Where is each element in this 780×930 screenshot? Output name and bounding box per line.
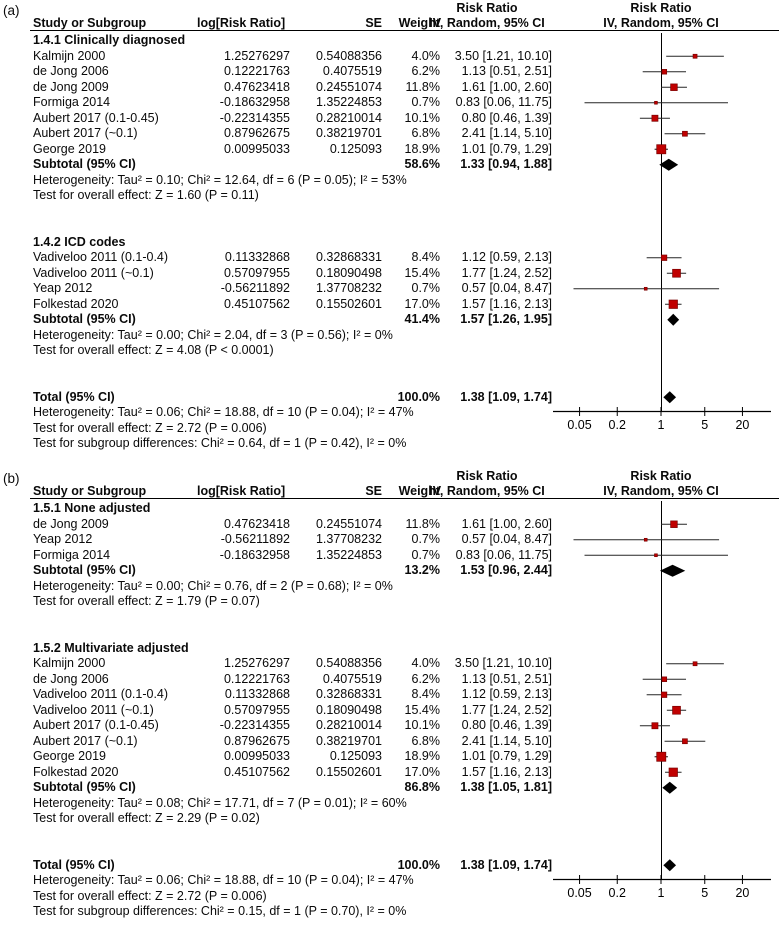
effect-square	[673, 269, 681, 277]
log-risk-ratio-value: 0.00995033	[223, 749, 290, 763]
effect-square	[652, 723, 658, 729]
effect-square	[657, 752, 666, 761]
risk-ratio-ci-text: 1.33 [0.94, 1.88]	[460, 157, 552, 171]
risk-ratio-ci-text: 1.57 [1.16, 2.13]	[461, 296, 552, 311]
risk-ratio-ci-text: 1.13 [0.51, 2.51]	[461, 64, 552, 78]
weight-value: 10.1%	[404, 718, 440, 732]
note: Heterogeneity: Tau² = 0.06; Chi² = 18.88, df = 10 (P = 0.04); I² = 47%	[33, 873, 414, 887]
panel-label: (a)	[3, 3, 20, 18]
weight-value: 58.6%	[404, 157, 440, 171]
standard-error-value: 0.28210014	[315, 718, 382, 732]
log-risk-ratio-value: -0.56211892	[220, 281, 290, 295]
weight-value: 100.0%	[397, 389, 440, 404]
standard-error-value: 0.15502601	[315, 764, 382, 779]
axis-tick-label: 5	[701, 886, 709, 900]
weight-value: 17.0%	[404, 764, 440, 779]
standard-error-value: 0.28210014	[315, 110, 382, 125]
axis-tick-label: 0.2	[608, 418, 626, 432]
effect-square	[655, 554, 658, 557]
log-risk-ratio-value: -0.56211892	[220, 532, 290, 546]
log-risk-ratio-value: 0.11332868	[224, 687, 290, 701]
note: Heterogeneity: Tau² = 0.00; Chi² = 2.04, df = 3 (P = 0.56); I² = 0%	[33, 327, 393, 342]
study-name: Yeap 2012	[33, 532, 93, 546]
axis-tick-label: 5	[701, 418, 709, 432]
axis-tick-label: 1	[657, 418, 665, 432]
risk-ratio-ci-text: 0.83 [0.06, 11.75]	[455, 547, 552, 562]
standard-error-value: 0.125093	[329, 749, 382, 763]
column-header-se: SE	[365, 484, 382, 498]
study-name: Aubert 2017 (~0.1)	[33, 126, 138, 140]
weight-value: 0.7%	[411, 281, 440, 295]
subtotal-label: Subtotal (95% CI)	[33, 312, 136, 326]
risk-ratio-ci-text: 0.83 [0.06, 11.75]	[455, 95, 552, 109]
total-label: Total (95% CI)	[33, 857, 115, 872]
effect-square	[662, 69, 667, 74]
weight-value: 15.4%	[404, 702, 440, 717]
risk-ratio-ci-text: 1.38 [1.09, 1.74]	[460, 389, 552, 404]
weight-value: 6.8%	[411, 733, 440, 748]
plot-risk-ratio-title: Risk Ratio	[630, 469, 692, 483]
section-label: 1.5.2 Multivariate adjusted	[33, 640, 189, 655]
effect-square	[661, 255, 666, 260]
subtotal-label: Subtotal (95% CI)	[33, 563, 136, 577]
weight-value: 0.7%	[411, 532, 440, 546]
note: Test for overall effect: Z = 2.72 (P = 0.006)	[33, 888, 267, 903]
study-name: de Jong 2009	[33, 79, 109, 94]
log-risk-ratio-value: 1.25276297	[223, 656, 290, 670]
log-risk-ratio-value: -0.18632958	[219, 95, 290, 109]
axis-tick-label: 0.05	[567, 886, 592, 900]
log-risk-ratio-value: 0.45107562	[223, 296, 290, 311]
risk-ratio-ci-text: 1.77 [1.24, 2.52]	[461, 702, 552, 717]
log-risk-ratio-value: -0.22314355	[219, 110, 290, 125]
note: Test for overall effect: Z = 2.29 (P = 0.02)	[33, 811, 260, 825]
note: Test for overall effect: Z = 1.60 (P = 0.11)	[33, 188, 259, 202]
weight-value: 10.1%	[404, 110, 440, 125]
standard-error-value: 1.35224853	[315, 547, 382, 562]
study-name: Vadiveloo 2011 (0.1-0.4)	[33, 250, 169, 264]
subtotal-label: Subtotal (95% CI)	[33, 157, 136, 171]
note: Test for subgroup differences: Chi² = 0.15, df = 1 (P = 0.70), I² = 0%	[33, 904, 407, 918]
header-rule	[30, 30, 779, 31]
standard-error-value: 0.38219701	[315, 126, 382, 140]
log-risk-ratio-value: 0.45107562	[223, 764, 290, 779]
standard-error-value: 0.32868331	[315, 687, 382, 701]
weight-value: 0.7%	[411, 95, 440, 109]
log-risk-ratio-value: 0.87962675	[223, 733, 290, 748]
log-risk-ratio-value: 0.12221763	[223, 671, 290, 686]
column-header-log-rr: log[Risk Ratio]	[197, 16, 286, 30]
weight-value: 15.4%	[404, 265, 440, 280]
weight-value: 4.0%	[411, 48, 440, 63]
note: Test for overall effect: Z = 4.08 (P < 0.0001)	[33, 343, 274, 357]
risk-ratio-ci-text: 1.01 [0.79, 1.29]	[461, 141, 552, 156]
study-name: Vadiveloo 2011 (0.1-0.4)	[33, 687, 169, 701]
standard-error-value: 0.125093	[329, 141, 382, 156]
effect-square	[644, 538, 647, 541]
risk-ratio-ci-text: 2.41 [1.14, 5.10]	[461, 126, 552, 140]
study-name: George 2019	[33, 749, 106, 763]
study-name: de Jong 2006	[33, 671, 109, 686]
axis-tick-label: 1	[657, 886, 665, 900]
risk-ratio-ci-text: 0.80 [0.46, 1.39]	[461, 110, 552, 125]
total-label: Total (95% CI)	[33, 389, 115, 404]
effect-square	[671, 521, 678, 528]
note: Test for overall effect: Z = 1.79 (P = 0.07)	[33, 594, 260, 608]
log-risk-ratio-value: 0.00995033	[223, 141, 290, 156]
log-risk-ratio-value: 0.87962675	[223, 126, 290, 140]
standard-error-value: 0.54088356	[315, 48, 382, 63]
study-name: Yeap 2012	[33, 281, 93, 295]
standard-error-value: 0.18090498	[315, 265, 382, 280]
weight-value: 8.4%	[411, 687, 440, 701]
risk-ratio-ci-text: 3.50 [1.21, 10.10]	[454, 48, 552, 63]
log-risk-ratio-value: 0.47623418	[223, 79, 290, 94]
standard-error-value: 0.38219701	[315, 733, 382, 748]
effect-square	[655, 101, 658, 104]
risk-ratio-ci-text: 1.61 [1.00, 2.60]	[461, 79, 552, 94]
header-rule	[30, 498, 779, 499]
column-header-study: Study or Subgroup	[33, 16, 147, 30]
note: Test for subgroup differences: Chi² = 0.64, df = 1 (P = 0.42), I² = 0%	[33, 436, 407, 450]
pooled-diamond	[663, 391, 676, 403]
weight-value: 6.2%	[411, 64, 440, 78]
note: Heterogeneity: Tau² = 0.00; Chi² = 0.76, df = 2 (P = 0.68); I² = 0%	[33, 578, 393, 593]
axis-tick-label: 20	[735, 418, 750, 432]
log-risk-ratio-value: -0.18632958	[219, 547, 290, 562]
weight-value: 6.2%	[411, 671, 440, 686]
risk-ratio-ci-text: 1.57 [1.16, 2.13]	[461, 764, 552, 779]
pooled-diamond	[659, 159, 678, 171]
effect-square	[682, 739, 687, 744]
weight-value: 86.8%	[404, 780, 440, 794]
risk-ratio-ci-text: 3.50 [1.21, 10.10]	[454, 656, 552, 670]
weight-value: 8.4%	[411, 250, 440, 264]
column-header-log-rr: log[Risk Ratio]	[197, 484, 286, 498]
risk-ratio-ci-text: 1.53 [0.96, 2.44]	[460, 563, 552, 577]
standard-error-value: 1.35224853	[315, 95, 382, 109]
study-name: Folkestad 2020	[33, 296, 119, 311]
forest-panel-b	[0, 468, 780, 930]
column-header-ci: IV, Random, 95% CI	[429, 16, 545, 30]
effect-square	[662, 677, 667, 682]
standard-error-value: 0.54088356	[315, 656, 382, 670]
study-name: Formiga 2014	[33, 95, 111, 109]
effect-square	[644, 287, 647, 290]
note: Test for overall effect: Z = 2.72 (P = 0.006)	[33, 420, 267, 435]
section-label: 1.4.2 ICD codes	[33, 234, 126, 249]
risk-ratio-ci-text: 1.12 [0.59, 2.13]	[461, 687, 552, 701]
effect-square	[693, 662, 697, 666]
study-name: Aubert 2017 (0.1-0.45)	[33, 718, 159, 732]
effect-square	[671, 84, 678, 91]
effect-square	[682, 131, 687, 136]
panel-label: (b)	[3, 471, 20, 486]
study-name: de Jong 2009	[33, 516, 109, 531]
plot-risk-ratio-title: Risk Ratio	[630, 1, 692, 15]
risk-ratio-ci-text: 1.13 [0.51, 2.51]	[461, 671, 552, 686]
standard-error-value: 0.24551074	[315, 79, 382, 94]
study-name: Vadiveloo 2011 (~0.1)	[33, 702, 154, 717]
risk-ratio-ci-text: 1.12 [0.59, 2.13]	[461, 250, 552, 264]
risk-ratio-ci-text: 1.61 [1.00, 2.60]	[461, 516, 552, 531]
log-risk-ratio-value: 0.11332868	[224, 250, 290, 264]
pooled-diamond	[660, 565, 685, 577]
study-name: de Jong 2006	[33, 64, 109, 78]
axis-tick-label: 20	[735, 886, 750, 900]
log-risk-ratio-value: 0.57097955	[223, 265, 290, 280]
axis-tick-label: 0.2	[608, 886, 626, 900]
log-risk-ratio-value: 0.57097955	[223, 702, 290, 717]
column-header-ci: IV, Random, 95% CI	[429, 484, 545, 498]
standard-error-value: 0.18090498	[315, 702, 382, 717]
risk-ratio-ci-text: 0.57 [0.04, 8.47]	[461, 532, 552, 546]
study-name: Formiga 2014	[33, 547, 111, 562]
risk-ratio-ci-text: 0.80 [0.46, 1.39]	[461, 718, 552, 732]
standard-error-value: 0.32868331	[315, 250, 382, 264]
column-risk-ratio-title: Risk Ratio	[456, 469, 518, 483]
effect-square	[657, 145, 666, 154]
column-header-weight: Weight	[398, 484, 440, 498]
study-name: Kalmijn 2000	[33, 656, 106, 670]
log-risk-ratio-value: 0.47623418	[223, 516, 290, 531]
effect-square	[669, 768, 677, 776]
effect-square	[669, 300, 677, 308]
weight-value: 11.8%	[405, 79, 440, 94]
weight-value: 41.4%	[404, 312, 440, 326]
risk-ratio-ci-text: 1.38 [1.09, 1.74]	[460, 857, 552, 872]
subtotal-label: Subtotal (95% CI)	[33, 780, 136, 794]
column-header-se: SE	[365, 16, 382, 30]
risk-ratio-ci-text: 1.38 [1.05, 1.81]	[460, 780, 552, 794]
risk-ratio-ci-text: 2.41 [1.14, 5.10]	[461, 733, 552, 748]
risk-ratio-ci-text: 1.01 [0.79, 1.29]	[461, 749, 552, 763]
log-risk-ratio-value: 1.25276297	[223, 48, 290, 63]
study-name: Folkestad 2020	[33, 764, 119, 779]
study-name: Aubert 2017 (~0.1)	[33, 733, 138, 748]
pooled-diamond	[667, 314, 679, 326]
weight-value: 4.0%	[411, 656, 440, 670]
effect-square	[661, 692, 666, 697]
log-risk-ratio-value: 0.12221763	[223, 64, 290, 78]
weight-value: 100.0%	[397, 857, 440, 872]
log-risk-ratio-value: -0.22314355	[219, 718, 290, 732]
standard-error-value: 1.37708232	[315, 532, 382, 546]
effect-square	[673, 706, 681, 714]
column-risk-ratio-title: Risk Ratio	[456, 1, 518, 15]
standard-error-value: 0.24551074	[315, 516, 382, 531]
note: Heterogeneity: Tau² = 0.10; Chi² = 12.64, df = 6 (P = 0.05); I² = 53%	[33, 172, 407, 187]
risk-ratio-ci-text: 1.57 [1.26, 1.95]	[460, 312, 552, 326]
weight-value: 6.8%	[411, 126, 440, 140]
axis-tick-label: 0.05	[567, 418, 592, 432]
study-name: George 2019	[33, 141, 106, 156]
note: Heterogeneity: Tau² = 0.08; Chi² = 17.71, df = 7 (P = 0.01); I² = 60%	[33, 795, 407, 810]
effect-square	[652, 115, 658, 121]
risk-ratio-ci-text: 0.57 [0.04, 8.47]	[461, 281, 552, 295]
plot-header-ci: IV, Random, 95% CI	[603, 16, 719, 30]
study-name: Aubert 2017 (0.1-0.45)	[33, 110, 159, 125]
section-label: 1.5.1 None adjusted	[33, 501, 151, 515]
study-name: Vadiveloo 2011 (~0.1)	[33, 265, 154, 280]
column-header-weight: Weight	[398, 16, 440, 30]
standard-error-value: 0.15502601	[315, 296, 382, 311]
study-name: Kalmijn 2000	[33, 48, 106, 63]
effect-square	[693, 54, 697, 58]
weight-value: 0.7%	[411, 547, 440, 562]
pooled-diamond	[662, 782, 677, 794]
standard-error-value: 0.4075519	[322, 64, 382, 78]
weight-value: 13.2%	[404, 563, 440, 577]
section-label: 1.4.1 Clinically diagnosed	[33, 33, 186, 47]
risk-ratio-ci-text: 1.77 [1.24, 2.52]	[461, 265, 552, 280]
note: Heterogeneity: Tau² = 0.06; Chi² = 18.88, df = 10 (P = 0.04); I² = 47%	[33, 405, 414, 419]
column-header-study: Study or Subgroup	[33, 484, 147, 498]
standard-error-value: 1.37708232	[315, 281, 382, 295]
pooled-diamond	[663, 859, 676, 871]
weight-value: 18.9%	[404, 749, 440, 763]
weight-value: 17.0%	[404, 296, 440, 311]
weight-value: 11.8%	[405, 516, 440, 531]
plot-header-ci: IV, Random, 95% CI	[603, 484, 719, 498]
standard-error-value: 0.4075519	[322, 671, 382, 686]
weight-value: 18.9%	[404, 141, 440, 156]
